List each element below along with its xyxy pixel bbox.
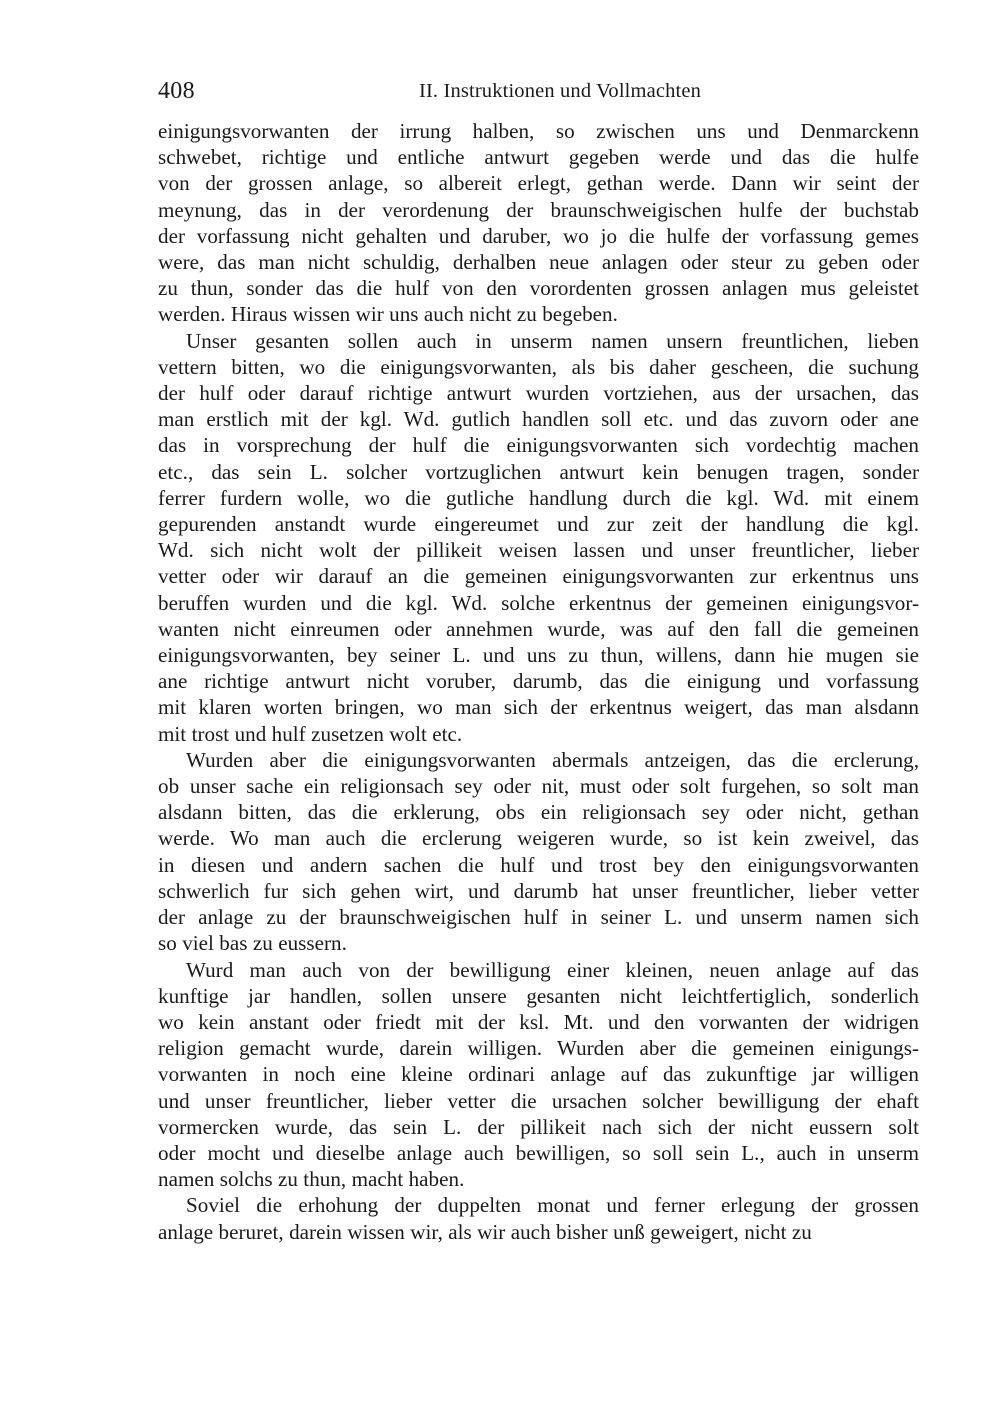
text-line: Unser gesanten sollen auch in unserm namen unsern freuntlichen, lieben	[186, 328, 919, 353]
text-line: zu thun, sonder das die hulf von den vorordenten grossen anlagen mus geleistet	[158, 276, 919, 301]
text-line: wanten nicht einreumen oder annehmen wurde, was auf den fall die gemeinen	[158, 616, 919, 641]
text-line: vetter oder wir darauf an die gemeinen einigungsvorwanten zur erkentnus uns	[158, 564, 919, 589]
text-line: einigungsvorwanten, bey seiner L. und uns zu thun, willens, dann hie mugen sie	[158, 643, 919, 668]
text-line: vormercken wurde, das sein L. der pillikeit nach sich der nicht eussern solt	[158, 1114, 919, 1139]
paragraph	[158, 328, 919, 747]
text-line: vettern bitten, wo die einigungsvorwanten, als bis daher gescheen, die suchung	[158, 354, 919, 379]
text-line: mit trost und hulf zusetzen wolt etc.	[158, 721, 463, 746]
text-line: religion gemacht wurde, darein willigen. Wurden aber die gemeinen einigungs-	[158, 1036, 919, 1061]
page-number: 408	[158, 78, 195, 104]
text-line: mit klaren worten bringen, wo man sich der erkentnus weigert, das man alsdann	[158, 695, 919, 720]
text-line: der anlage zu der braunschweigischen hulf in seiner L. und unserm namen sich	[158, 905, 919, 930]
running-head-title: II. Instruktionen und Vollmachten	[418, 80, 702, 102]
text-line: etc., das sein L. solcher vortzuglichen antwurt kein benugen tragen, sonder	[158, 459, 919, 484]
text-line: wo kein anstant oder friedt mit der ksl. Mt. und den vorwanten der widrigen	[158, 1009, 919, 1034]
text-line: der hulf oder darauf richtige antwurt wurden vortziehen, aus der ursachen, das	[158, 381, 919, 406]
text-line: schwerlich fur sich gehen wirt, und darumb hat unser freuntlicher, lieber vetter	[158, 878, 919, 903]
text-line: Soviel die erhohung der duppelten monat und ferner erlegung der grossen	[186, 1193, 919, 1218]
text-line: das in vorsprechung der hulf die einigungsvorwanten sich vordechtig machen	[158, 433, 919, 458]
text-line: kunftige jar handlen, sollen unsere gesanten nicht leichtfertiglich, sonderlich	[158, 983, 919, 1008]
text-line: namen solchs zu thun, macht haben.	[158, 1167, 465, 1192]
text-line: ob unser sache ein religionsach sey oder nit, must oder solt furgehen, so solt man	[158, 774, 919, 799]
paragraph	[158, 1192, 919, 1244]
text-line: ferrer furdern wolle, wo die gutliche handlung durch die kgl. Wd. mit einem	[158, 485, 919, 510]
paragraph	[158, 957, 919, 1193]
text-line: von der grossen anlage, so albereit erlegt, gethan werde. Dann wir seint der	[158, 171, 919, 196]
text-line: schwebet, richtige und entliche antwurt gegeben werde und das die hulfe	[158, 145, 919, 170]
text-line: ane richtige antwurt nicht voruber, darumb, das die einigung und vorfassung	[158, 669, 919, 694]
text-line: der vorfassung nicht gehalten und daruber, wo jo die hulfe der vorfassung gemes	[158, 223, 919, 248]
text-line: meynung, das in der verordenung der braunschweigischen hulfe der buchstab	[158, 197, 919, 222]
text-line: were, das man nicht schuldig, derhalben neue anlagen oder steur zu geben oder	[158, 250, 919, 275]
text-line: und unser freuntlicher, lieber vetter die ursachen solcher bewilligung der ehaft	[158, 1088, 919, 1113]
text-line: vorwanten in noch eine kleine ordinari anlage auf das zukunftige jar willigen	[158, 1062, 919, 1087]
text-line: in diesen und andern sachen die hulf und trost bey den einigungsvorwanten	[158, 852, 919, 877]
paragraph	[158, 747, 919, 957]
text-line: werde. Wo man auch die erclerung weigeren wurde, so ist kein zweivel, das	[158, 826, 919, 851]
text-line: alsdann bitten, das die erklerung, obs ein religionsach sey oder nicht, gethan	[158, 800, 919, 825]
text-line: Wurd man auch von der bewilligung einer kleinen, neuen anlage auf das	[186, 957, 919, 982]
text-line: anlage beruret, darein wissen wir, als wir auch bisher unß geweigert, nicht zu	[158, 1219, 812, 1244]
text-line: man erstlich mit der kgl. Wd. gutlich handlen soll etc. und das zuvorn oder ane	[158, 407, 919, 432]
text-line: so viel bas zu eussern.	[158, 931, 347, 956]
text-line: Wd. sich nicht wolt der pillikeit weisen lassen und unser freuntlicher, lieber	[158, 538, 919, 563]
body-text-block	[158, 118, 919, 1245]
paragraph	[158, 118, 919, 328]
text-line: gepurenden anstandt wurde eingereumet und zur zeit der handlung die kgl.	[158, 512, 919, 537]
running-head	[158, 76, 918, 106]
text-line: einigungsvorwanten der irrung halben, so zwischen uns und Denmarckenn	[158, 119, 919, 143]
text-line: werden. Hiraus wissen wir uns auch nicht zu begeben.	[158, 302, 618, 327]
text-line: oder mocht und dieselbe anlage auch bewilligen, so soll sein L., auch in unserm	[158, 1140, 919, 1165]
text-line: Wurden aber die einigungsvorwanten abermals antzeigen, das die erclerung,	[186, 747, 919, 772]
text-line: beruffen wurden und die kgl. Wd. solche erkentnus der gemeinen einigungsvor-	[158, 590, 919, 615]
